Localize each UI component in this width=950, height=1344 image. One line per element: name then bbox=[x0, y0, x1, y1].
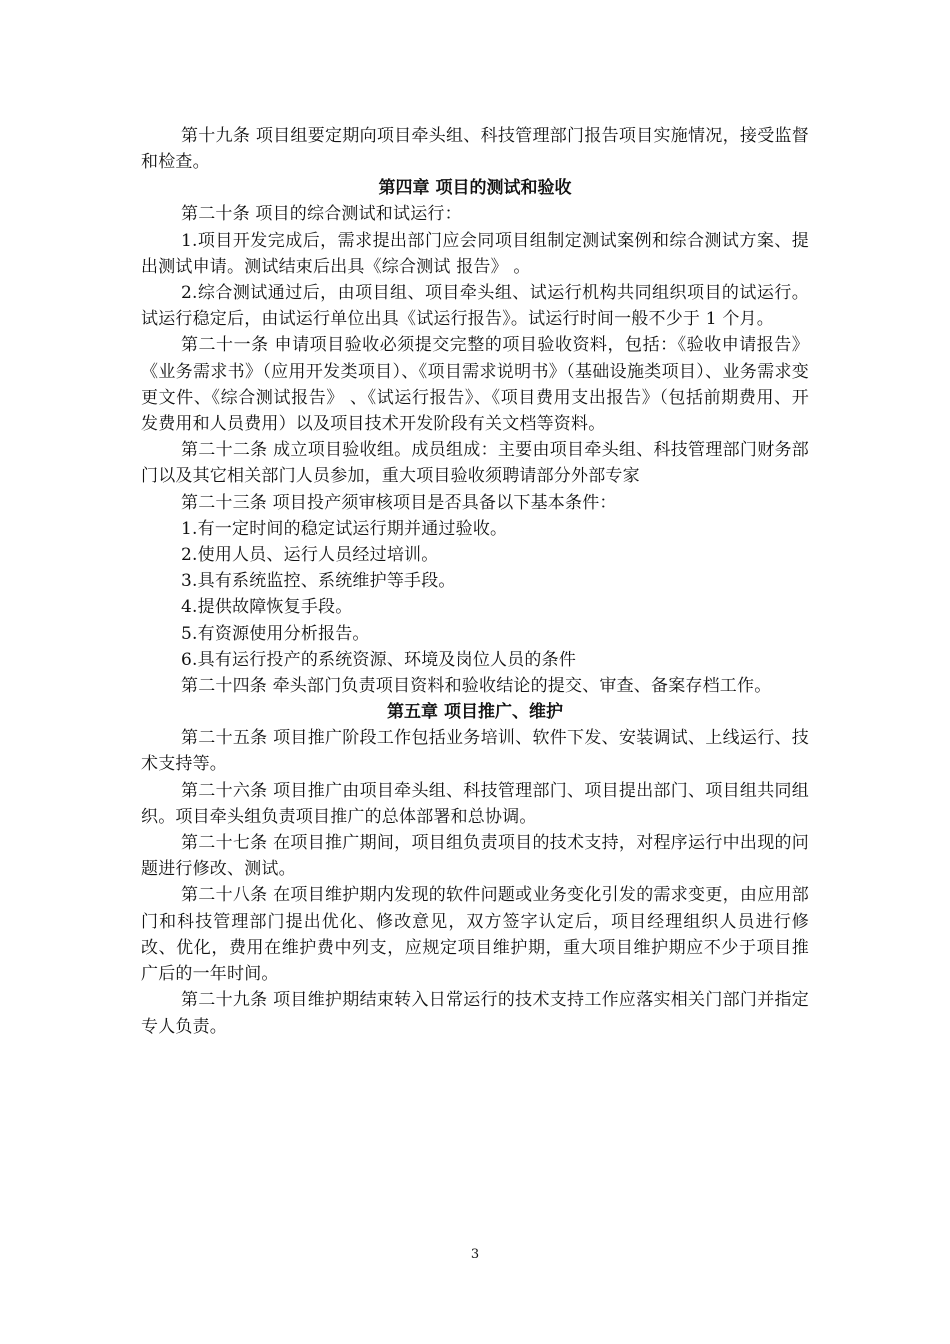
article-20-item-1: 1.项目开发完成后，需求提出部门应会同项目组制定测试案例和综合测试方案、提出测试申请。测试结束后出具《综合测试 报告》 。 bbox=[141, 230, 809, 277]
document-body bbox=[141, 123, 809, 1040]
article-22: 第二十二条 成立项目验收组。成员组成：主要由项目牵头组、科技管理部门财务部门以及其它相关部门人员参加，重大项目验收须聘请部分外部专家 bbox=[141, 440, 809, 487]
article-20-item-2: 2.综合测试通过后，由项目组、项目牵头组、试运行机构共同组织项目的试运行。试运行稳定后，由试运行单位出具《试运行报告》。试运行时间一般不少于 1 个月。 bbox=[141, 283, 809, 330]
article-19: 第十九条 项目组要定期向项目牵头组、科技管理部门报告项目实施情况，接受监督和检查。 bbox=[141, 126, 809, 173]
chapter-4-body bbox=[141, 201, 809, 699]
article-27: 第二十七条 在项目推广期间，项目组负责项目的技术支持，对程序运行中出现的问题进行修改、测试。 bbox=[141, 833, 809, 880]
article-23: 第二十三条 项目投产须审核项目是否具备以下基本条件： bbox=[181, 492, 617, 513]
article-21: 第二十一条 申请项目验收必须提交完整的项目验收资料，包括：《验收申请报告》《业务需求书》（应用开发类项目）、《项目需求说明书》（基础设施类项目）、业务需求变更文件、《综合测试报告》 、《试运行报告》、《项目费用支出报告》（包括前期费用、开发费用和人员费用）以及项目技术开发阶段有关文档等资料。 bbox=[141, 335, 809, 435]
article-23-item-5: 5.有资源使用分析报告。 bbox=[181, 623, 370, 644]
article-20: 第二十条 项目的综合测试和试运行： bbox=[181, 204, 462, 225]
article-26: 第二十六条 项目推广由项目牵头组、科技管理部门、项目提出部门、项目组共同组织。项目牵头组负责项目推广的总体部署和总协调。 bbox=[141, 780, 809, 827]
article-23-item-4: 4.提供故障恢复手段。 bbox=[181, 597, 353, 618]
chapter-5-title: 第五章 项目推广、维护 bbox=[387, 702, 563, 723]
article-23-item-3: 3.具有系统监控、系统维护等手段。 bbox=[181, 571, 456, 592]
article-25: 第二十五条 项目推广阶段工作包括业务培训、软件下发、安装调试、上线运行、技术支持等。 bbox=[141, 728, 809, 775]
chapter-5-body bbox=[141, 725, 809, 1039]
article-23-item-1: 1.有一定时间的稳定试运行期并通过验收。 bbox=[181, 518, 508, 539]
article-28: 第二十八条 在项目维护期内发现的软件问题或业务变化引发的需求变更，由应用部门和科技管理部门提出优化、修改意见，双方签字认定后，项目经理组织人员进行修改、优化，费用在维护费中列支，应规定项目维护期，重大项目维护期应不少于项目推广后的一年时间。 bbox=[141, 885, 809, 985]
article-24: 第二十四条 牵头部门负责项目资料和验收结论的提交、审查、备案存档工作。 bbox=[181, 676, 772, 697]
page-number: 3 bbox=[470, 1247, 480, 1262]
article-23-item-2: 2.使用人员、运行人员经过培训。 bbox=[181, 545, 439, 566]
chapter-4-title: 第四章 项目的测试和验收 bbox=[378, 178, 572, 199]
article-29: 第二十九条 项目维护期结束转入日常运行的技术支持工作应落实相关门部门并指定专人负责。 bbox=[141, 990, 809, 1037]
article-23-item-6: 6.具有运行投产的系统资源、环境及岗位人员的条件 bbox=[181, 649, 577, 670]
